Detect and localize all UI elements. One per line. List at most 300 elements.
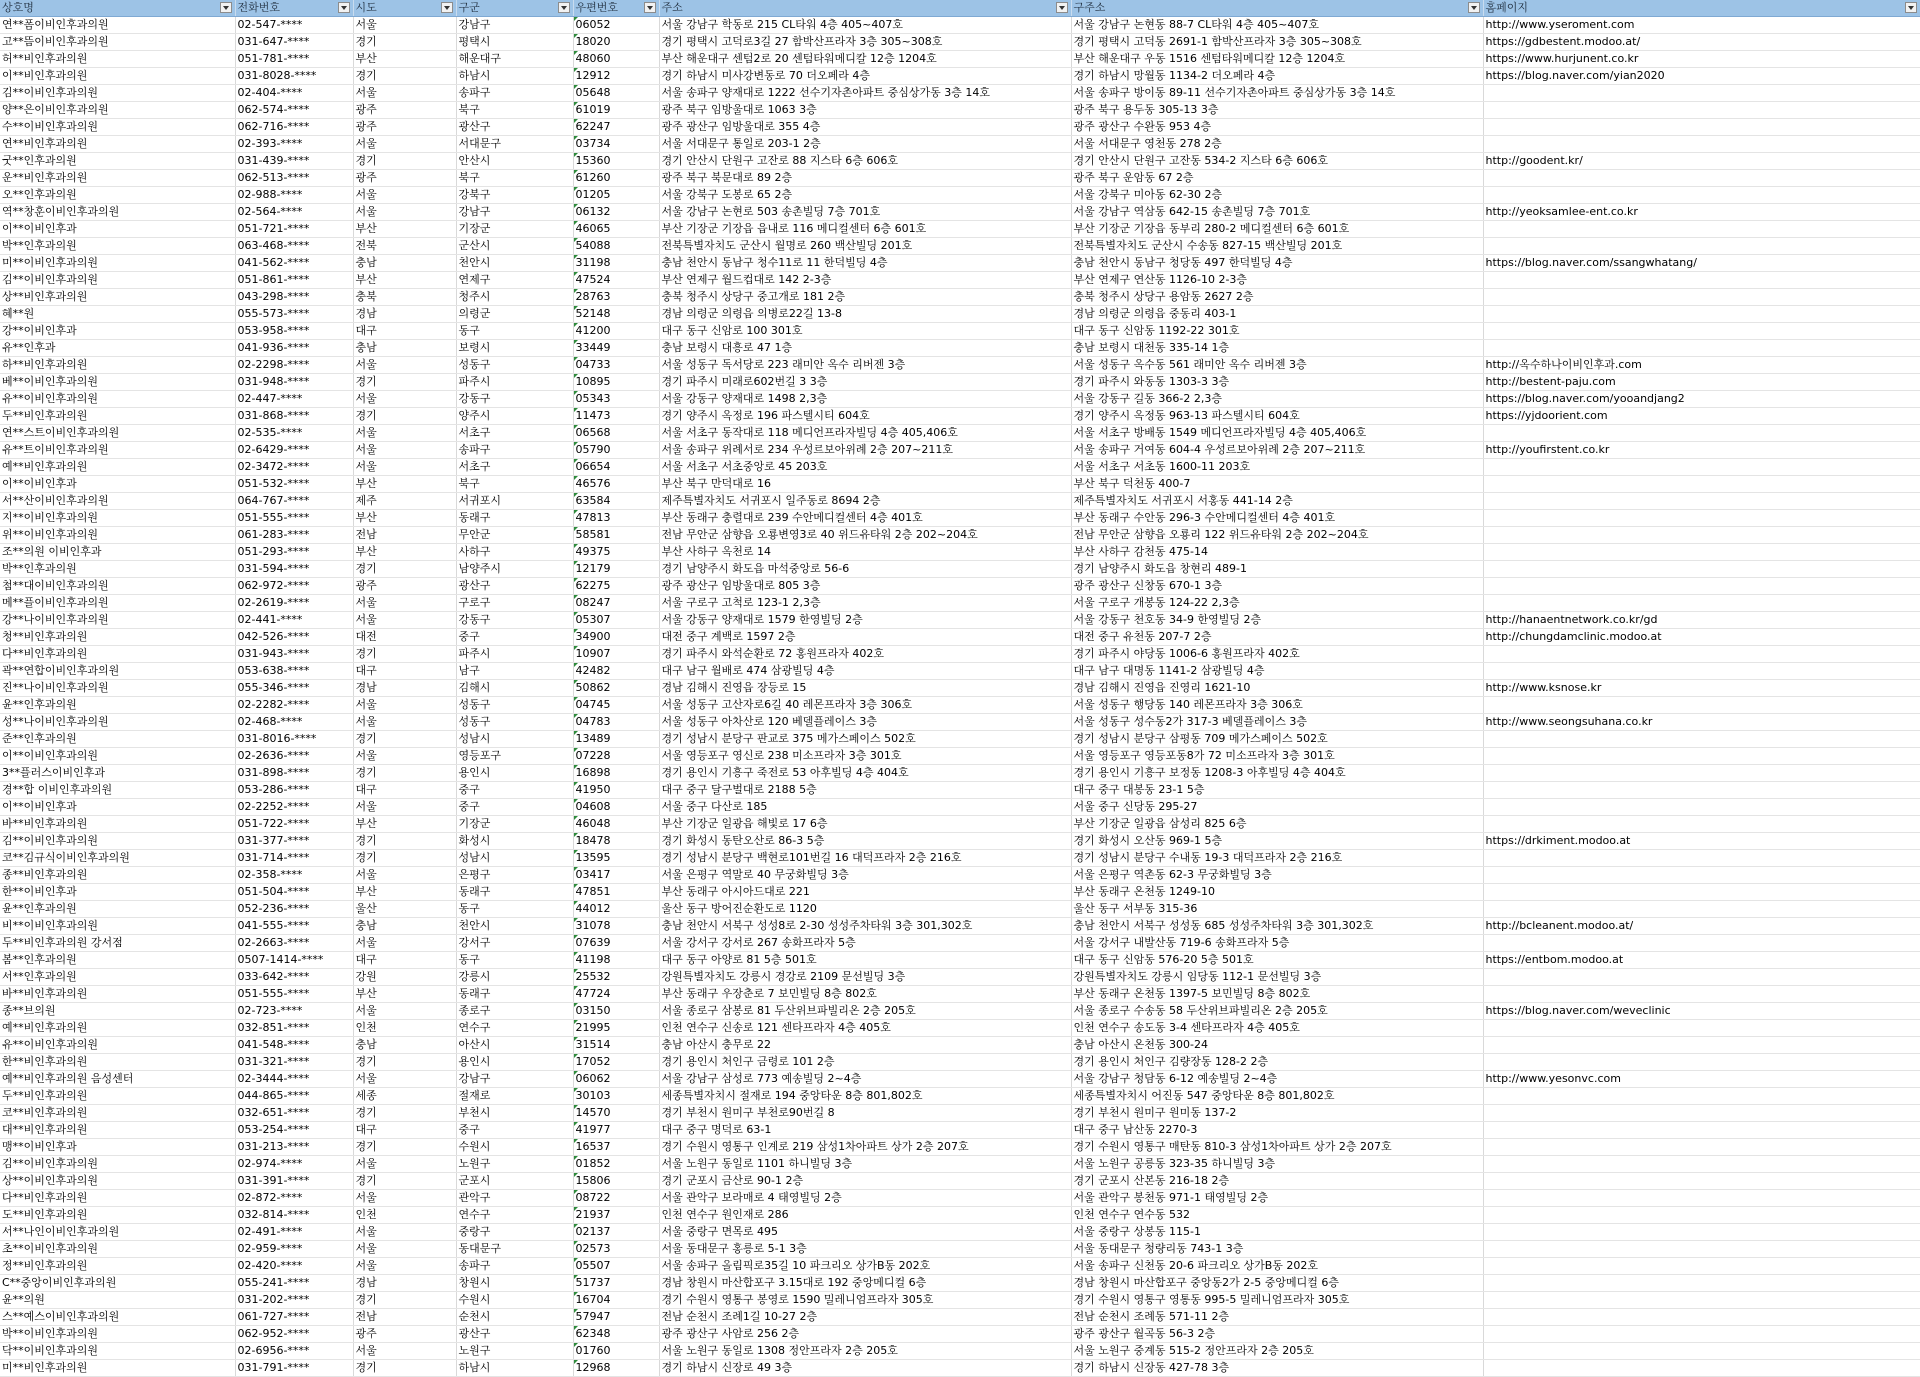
column-province-cell[interactable]: 경기	[353, 765, 456, 782]
column-homepage-cell[interactable]	[1483, 765, 1920, 782]
column-address-cell[interactable]: 세종특별자치시 절재로 194 중앙타운 8층 801,802호	[659, 1088, 1071, 1105]
column-phone-cell[interactable]: 051-293-****	[235, 544, 353, 561]
column-zipcode-cell[interactable]: 02137	[573, 1224, 659, 1241]
column-phone-cell[interactable]: 02-2636-****	[235, 748, 353, 765]
column-province-cell[interactable]: 전북	[353, 238, 456, 255]
column-district-cell[interactable]: 성동구	[456, 357, 573, 374]
column-zipcode-cell[interactable]: 31078	[573, 918, 659, 935]
column-phone-cell[interactable]: 061-283-****	[235, 527, 353, 544]
column-store-name-cell[interactable]: 닥**이비인후과의원	[0, 1343, 235, 1360]
column-district-cell[interactable]: 중구	[456, 629, 573, 646]
column-homepage-cell[interactable]	[1483, 1156, 1920, 1173]
column-address-cell[interactable]: 서울 송파구 양재대로 1222 선수기자촌아파트 중심상가동 3층 14호	[659, 85, 1071, 102]
column-phone-cell[interactable]: 02-393-****	[235, 136, 353, 153]
column-store-name-cell[interactable]: 코**김규식이비인후과의원	[0, 850, 235, 867]
column-homepage-cell[interactable]: https://blog.naver.com/weveclinic	[1483, 1003, 1920, 1020]
column-address-cell[interactable]: 전남 무안군 삼향읍 오룡변영3로 40 위드유타워 2층 202~204호	[659, 527, 1071, 544]
column-district-cell[interactable]: 강남구	[456, 17, 573, 34]
column-phone-cell[interactable]: 051-555-****	[235, 986, 353, 1003]
column-store-name-cell[interactable]: 이**이비인후과	[0, 799, 235, 816]
column-phone-cell[interactable]: 051-781-****	[235, 51, 353, 68]
column-province-cell[interactable]: 대구	[353, 323, 456, 340]
column-address-cell[interactable]: 경기 남양주시 화도읍 마석중앙로 56-6	[659, 561, 1071, 578]
column-province-cell[interactable]: 부산	[353, 51, 456, 68]
column-phone-cell[interactable]: 031-594-****	[235, 561, 353, 578]
column-district-cell[interactable]: 동구	[456, 952, 573, 969]
column-old-address-cell[interactable]: 충남 천안시 서북구 성성동 685 성성주차타워 3층 301,302호	[1071, 918, 1483, 935]
column-province-cell[interactable]: 부산	[353, 544, 456, 561]
column-address-cell[interactable]: 경기 하남시 미사강변동로 70 더오페라 4층	[659, 68, 1071, 85]
column-province-cell[interactable]: 경기	[353, 408, 456, 425]
column-phone-cell[interactable]: 031-868-****	[235, 408, 353, 425]
column-old-address-cell[interactable]: 서울 노원구 공릉동 323-35 하니빌딩 3층	[1071, 1156, 1483, 1173]
column-province-cell[interactable]: 서울	[353, 612, 456, 629]
filter-dropdown-icon[interactable]	[1056, 2, 1068, 13]
column-address-cell[interactable]: 서울 중구 다산로 185	[659, 799, 1071, 816]
column-phone-cell[interactable]: 062-513-****	[235, 170, 353, 187]
column-homepage-cell[interactable]	[1483, 1258, 1920, 1275]
column-district-cell[interactable]: 파주시	[456, 646, 573, 663]
column-province-cell[interactable]: 부산	[353, 986, 456, 1003]
column-district-cell[interactable]: 광산구	[456, 578, 573, 595]
column-homepage-cell[interactable]	[1483, 986, 1920, 1003]
column-zipcode-cell[interactable]: 10907	[573, 646, 659, 663]
column-address-cell[interactable]: 경남 의령군 의령읍 의병로22길 13-8	[659, 306, 1071, 323]
column-province-cell[interactable]: 부산	[353, 221, 456, 238]
column-province-cell[interactable]: 경기	[353, 850, 456, 867]
column-zipcode-cell[interactable]: 33449	[573, 340, 659, 357]
column-old-address-cell[interactable]: 부산 사하구 감천동 475-14	[1071, 544, 1483, 561]
column-province-cell[interactable]: 광주	[353, 102, 456, 119]
column-zipcode-cell[interactable]: 47851	[573, 884, 659, 901]
column-homepage-cell[interactable]	[1483, 731, 1920, 748]
column-store-name-cell[interactable]: 바**비인후과의원	[0, 816, 235, 833]
column-district-cell[interactable]: 남양주시	[456, 561, 573, 578]
column-district-cell[interactable]: 평택시	[456, 34, 573, 51]
column-province-cell[interactable]: 충남	[353, 918, 456, 935]
column-homepage-cell[interactable]	[1483, 646, 1920, 663]
column-address-cell[interactable]: 경기 하남시 신장로 49 3층	[659, 1360, 1071, 1377]
column-province-cell[interactable]: 서울	[353, 136, 456, 153]
column-phone-cell[interactable]: 02-6429-****	[235, 442, 353, 459]
column-zipcode-cell[interactable]: 02573	[573, 1241, 659, 1258]
column-phone-cell[interactable]: 051-721-****	[235, 221, 353, 238]
column-homepage-cell[interactable]	[1483, 238, 1920, 255]
column-old-address-cell[interactable]: 서울 강북구 미아동 62-30 2층	[1071, 187, 1483, 204]
column-homepage-cell[interactable]: http://bestent-paju.com	[1483, 374, 1920, 391]
column-province-cell[interactable]: 서울	[353, 1343, 456, 1360]
column-store-name-cell[interactable]: 혜**원	[0, 306, 235, 323]
column-homepage-cell[interactable]	[1483, 1139, 1920, 1156]
column-district-cell[interactable]: 용인시	[456, 765, 573, 782]
column-homepage-cell[interactable]	[1483, 85, 1920, 102]
column-district-cell[interactable]: 북구	[456, 170, 573, 187]
column-old-address-cell[interactable]: 경남 김해시 진영읍 진영리 1621-10	[1071, 680, 1483, 697]
column-store-name-cell[interactable]: 윤**인후과의원	[0, 697, 235, 714]
column-homepage-cell[interactable]	[1483, 561, 1920, 578]
column-homepage-cell[interactable]	[1483, 697, 1920, 714]
column-homepage-cell[interactable]	[1483, 1326, 1920, 1343]
column-phone-cell[interactable]: 032-851-****	[235, 1020, 353, 1037]
column-store-name-cell[interactable]: 성**나이비인후과의원	[0, 714, 235, 731]
column-store-name-cell[interactable]: 윤**인후과의원	[0, 901, 235, 918]
column-homepage-cell[interactable]	[1483, 782, 1920, 799]
column-phone-cell[interactable]: 02-988-****	[235, 187, 353, 204]
column-province-cell[interactable]: 경기	[353, 833, 456, 850]
column-store-name-cell[interactable]: 김**이비인후과의원	[0, 833, 235, 850]
filter-dropdown-icon[interactable]	[441, 2, 453, 13]
column-address-cell[interactable]: 경기 평택시 고덕로3길 27 함박산프라자 3층 305~308호	[659, 34, 1071, 51]
column-phone-cell[interactable]: 02-3444-****	[235, 1071, 353, 1088]
column-old-address-cell[interactable]: 경기 성남시 분당구 삼평동 709 메가스페이스 502호	[1071, 731, 1483, 748]
column-zipcode-cell[interactable]: 12912	[573, 68, 659, 85]
column-district-cell[interactable]: 동구	[456, 323, 573, 340]
column-zipcode-cell[interactable]: 41200	[573, 323, 659, 340]
column-address-cell[interactable]: 울산 동구 방어진순환도로 1120	[659, 901, 1071, 918]
column-phone-cell[interactable]: 02-535-****	[235, 425, 353, 442]
column-address-cell[interactable]: 경남 김해시 진영읍 장등로 15	[659, 680, 1071, 697]
column-address-cell[interactable]: 서울 서초구 동작대로 118 메디언프라자빌딩 4층 405,406호	[659, 425, 1071, 442]
column-district-cell[interactable]: 사하구	[456, 544, 573, 561]
column-province-cell[interactable]: 서울	[353, 697, 456, 714]
column-old-address-cell[interactable]: 대전 중구 유천동 207-7 2층	[1071, 629, 1483, 646]
column-old-address-cell[interactable]: 경남 창원시 마산합포구 중앙동2가 2-5 중앙메디컬 6층	[1071, 1275, 1483, 1292]
column-store-name-cell[interactable]: 두**비인후과의원	[0, 408, 235, 425]
column-old-address-cell[interactable]: 세종특별자치시 어진동 547 중앙타운 8층 801,802호	[1071, 1088, 1483, 1105]
column-district-cell[interactable]: 천안시	[456, 255, 573, 272]
column-old-address-cell[interactable]: 서울 성동구 행당동 140 레몬프라자 3층 306호	[1071, 697, 1483, 714]
column-district-cell[interactable]: 용인시	[456, 1054, 573, 1071]
column-store-name-cell[interactable]: 오**인후과의원	[0, 187, 235, 204]
column-zipcode-cell[interactable]: 08722	[573, 1190, 659, 1207]
column-address-cell[interactable]: 경기 성남시 분당구 판교로 375 메가스페이스 502호	[659, 731, 1071, 748]
column-old-address-cell[interactable]: 인천 연수구 연수동 532	[1071, 1207, 1483, 1224]
column-store-name-cell[interactable]: 김**이비인후과의원	[0, 1156, 235, 1173]
column-old-address-cell[interactable]: 서울 성동구 성수동2가 317-3 베델플레이스 3층	[1071, 714, 1483, 731]
column-zipcode-cell[interactable]: 46065	[573, 221, 659, 238]
column-zipcode-cell[interactable]: 41977	[573, 1122, 659, 1139]
column-homepage-cell[interactable]: http://www.seongsuhana.co.kr	[1483, 714, 1920, 731]
column-store-name-cell[interactable]: 미**이비인후과의원	[0, 255, 235, 272]
column-address-cell[interactable]: 경기 화성시 동탄오산로 86-3 5층	[659, 833, 1071, 850]
column-province-cell[interactable]: 대구	[353, 663, 456, 680]
column-phone-cell[interactable]: 051-722-****	[235, 816, 353, 833]
column-old-address-header[interactable]	[1071, 0, 1483, 17]
column-old-address-cell[interactable]: 대구 중구 대봉동 23-1 5층	[1071, 782, 1483, 799]
column-zipcode-cell[interactable]: 01760	[573, 1343, 659, 1360]
column-store-name-cell[interactable]: 종**비인후과의원	[0, 867, 235, 884]
column-district-cell[interactable]: 수원시	[456, 1292, 573, 1309]
column-address-cell[interactable]: 서울 구로구 고척로 123-1 2,3층	[659, 595, 1071, 612]
column-store-name-cell[interactable]: 서**인후과의원	[0, 969, 235, 986]
column-zipcode-cell[interactable]: 61260	[573, 170, 659, 187]
column-address-cell[interactable]: 경기 파주시 미래로602번길 3 3층	[659, 374, 1071, 391]
column-province-cell[interactable]: 서울	[353, 1190, 456, 1207]
column-old-address-cell[interactable]: 부산 연제구 연산동 1126-10 2-3층	[1071, 272, 1483, 289]
column-store-name-header[interactable]	[0, 0, 235, 17]
column-store-name-cell[interactable]: 도**비인후과의원	[0, 1207, 235, 1224]
column-homepage-cell[interactable]	[1483, 1173, 1920, 1190]
column-phone-cell[interactable]: 02-564-****	[235, 204, 353, 221]
column-province-cell[interactable]: 제주	[353, 493, 456, 510]
column-old-address-cell[interactable]: 서울 강동구 천호동 34-9 한영빌딩 2층	[1071, 612, 1483, 629]
column-zipcode-cell[interactable]: 28763	[573, 289, 659, 306]
column-address-cell[interactable]: 부산 기장군 일광읍 해빛로 17 6층	[659, 816, 1071, 833]
column-address-cell[interactable]: 인천 연수구 신송로 121 센타프라자 4층 405호	[659, 1020, 1071, 1037]
column-old-address-cell[interactable]: 전남 무안군 삼향읍 오룡리 122 위드유타워 2층 202~204호	[1071, 527, 1483, 544]
column-store-name-cell[interactable]: 두**비인후과의원	[0, 1088, 235, 1105]
column-homepage-cell[interactable]	[1483, 1020, 1920, 1037]
column-homepage-cell[interactable]	[1483, 884, 1920, 901]
column-store-name-cell[interactable]: 초**이비인후과의원	[0, 1241, 235, 1258]
column-province-cell[interactable]: 서울	[353, 357, 456, 374]
column-old-address-cell[interactable]: 광주 광산구 수완동 953 4층	[1071, 119, 1483, 136]
column-phone-cell[interactable]: 055-241-****	[235, 1275, 353, 1292]
column-phone-cell[interactable]: 041-562-****	[235, 255, 353, 272]
column-province-cell[interactable]: 부산	[353, 272, 456, 289]
column-homepage-cell[interactable]: https://blog.naver.com/ssangwhatang/	[1483, 255, 1920, 272]
column-homepage-cell[interactable]	[1483, 1309, 1920, 1326]
column-address-cell[interactable]: 서울 성동구 고산자로6길 40 레몬프라자 3층 306호	[659, 697, 1071, 714]
column-store-name-cell[interactable]: 고**뜸이비인후과의원	[0, 34, 235, 51]
column-zipcode-cell[interactable]: 06132	[573, 204, 659, 221]
column-store-name-cell[interactable]: 베**이비인후과의원	[0, 374, 235, 391]
column-district-cell[interactable]: 중랑구	[456, 1224, 573, 1241]
column-store-name-cell[interactable]: 예**비인후과의원	[0, 459, 235, 476]
column-phone-cell[interactable]: 031-943-****	[235, 646, 353, 663]
column-address-cell[interactable]: 전북특별자치도 군산시 월명로 260 백산빌딩 201호	[659, 238, 1071, 255]
column-store-name-cell[interactable]: C**중앙이비인후과의원	[0, 1275, 235, 1292]
column-homepage-cell[interactable]	[1483, 1037, 1920, 1054]
column-store-name-cell[interactable]: 양**은이비인후과의원	[0, 102, 235, 119]
column-address-cell[interactable]: 경기 군포시 금산로 90-1 2층	[659, 1173, 1071, 1190]
filter-dropdown-icon[interactable]	[1905, 2, 1917, 13]
column-phone-cell[interactable]: 02-404-****	[235, 85, 353, 102]
column-address-cell[interactable]: 충남 천안시 서북구 성성8로 2-30 성성주차타워 3층 301,302호	[659, 918, 1071, 935]
column-old-address-cell[interactable]: 경기 하남시 망월동 1134-2 더오페라 4층	[1071, 68, 1483, 85]
column-store-name-cell[interactable]: 박**이비인후과의원	[0, 1326, 235, 1343]
column-old-address-cell[interactable]: 강원특별자치도 강릉시 임당동 112-1 문선빌딩 3층	[1071, 969, 1483, 986]
column-district-cell[interactable]: 송파구	[456, 85, 573, 102]
column-province-cell[interactable]: 서울	[353, 187, 456, 204]
column-province-cell[interactable]: 충남	[353, 1037, 456, 1054]
filter-dropdown-icon[interactable]	[338, 2, 350, 13]
column-homepage-cell[interactable]	[1483, 816, 1920, 833]
column-homepage-cell[interactable]	[1483, 289, 1920, 306]
column-district-cell[interactable]: 절재로	[456, 1088, 573, 1105]
column-address-cell[interactable]: 서울 송파구 올림픽로35길 10 파크리오 상가B동 202호	[659, 1258, 1071, 1275]
column-store-name-cell[interactable]: 하**비인후과의원	[0, 357, 235, 374]
column-zipcode-cell[interactable]: 58581	[573, 527, 659, 544]
column-district-cell[interactable]: 무안군	[456, 527, 573, 544]
column-province-cell[interactable]: 대구	[353, 952, 456, 969]
column-store-name-cell[interactable]: 청**비인후과의원	[0, 629, 235, 646]
column-zipcode-cell[interactable]: 11473	[573, 408, 659, 425]
column-phone-cell[interactable]: 031-439-****	[235, 153, 353, 170]
column-store-name-cell[interactable]: 첨**대이비인후과의원	[0, 578, 235, 595]
column-store-name-cell[interactable]: 스**예스이비인후과의원	[0, 1309, 235, 1326]
column-store-name-cell[interactable]: 김**이비인후과의원	[0, 85, 235, 102]
column-store-name-cell[interactable]: 강**나이비인후과의원	[0, 612, 235, 629]
column-zipcode-cell[interactable]: 46576	[573, 476, 659, 493]
column-province-cell[interactable]: 경기	[353, 1139, 456, 1156]
column-address-cell[interactable]: 서울 중랑구 면목로 495	[659, 1224, 1071, 1241]
column-store-name-cell[interactable]: 다**비인후과의원	[0, 1190, 235, 1207]
column-district-cell[interactable]: 영등포구	[456, 748, 573, 765]
column-phone-cell[interactable]: 031-202-****	[235, 1292, 353, 1309]
column-address-cell[interactable]: 충남 아산시 충무로 22	[659, 1037, 1071, 1054]
column-old-address-cell[interactable]: 서울 서초구 서초동 1600-11 203호	[1071, 459, 1483, 476]
column-old-address-cell[interactable]: 서울 강서구 내발산동 719-6 송화프라자 5층	[1071, 935, 1483, 952]
column-old-address-cell[interactable]: 경기 양주시 옥정동 963-13 파스텔시티 604호	[1071, 408, 1483, 425]
column-zipcode-cell[interactable]: 10895	[573, 374, 659, 391]
column-district-cell[interactable]: 하남시	[456, 1360, 573, 1377]
column-store-name-cell[interactable]: 예**비인후과의원	[0, 1020, 235, 1037]
column-province-cell[interactable]: 경기	[353, 374, 456, 391]
column-province-cell[interactable]: 광주	[353, 578, 456, 595]
column-district-cell[interactable]: 서초구	[456, 425, 573, 442]
column-homepage-cell[interactable]	[1483, 306, 1920, 323]
column-phone-cell[interactable]: 031-791-****	[235, 1360, 353, 1377]
column-phone-cell[interactable]: 051-532-****	[235, 476, 353, 493]
column-old-address-cell[interactable]: 부산 동래구 수안동 296-3 수안메디컬센터 4층 401호	[1071, 510, 1483, 527]
column-homepage-cell[interactable]: http://www.ksnose.kr	[1483, 680, 1920, 697]
column-district-cell[interactable]: 성남시	[456, 850, 573, 867]
column-zipcode-cell[interactable]: 42482	[573, 663, 659, 680]
column-old-address-cell[interactable]: 서울 종로구 수송동 58 두산위브파빌리온 2층 205호	[1071, 1003, 1483, 1020]
column-homepage-cell[interactable]	[1483, 1190, 1920, 1207]
column-homepage-header[interactable]	[1483, 0, 1920, 17]
column-address-cell[interactable]: 대구 중구 달구벌대로 2188 5층	[659, 782, 1071, 799]
column-phone-cell[interactable]: 02-974-****	[235, 1156, 353, 1173]
column-zipcode-cell[interactable]: 06654	[573, 459, 659, 476]
column-old-address-cell[interactable]: 광주 광산구 월곡동 56-3 2층	[1071, 1326, 1483, 1343]
column-phone-cell[interactable]: 02-3472-****	[235, 459, 353, 476]
column-address-cell[interactable]: 서울 송파구 위례서로 234 우성르보아위례 2층 207~211호	[659, 442, 1071, 459]
column-province-cell[interactable]: 부산	[353, 476, 456, 493]
column-phone-cell[interactable]: 02-358-****	[235, 867, 353, 884]
filter-dropdown-icon[interactable]	[558, 2, 570, 13]
column-phone-cell[interactable]: 031-391-****	[235, 1173, 353, 1190]
column-old-address-cell[interactable]: 울산 동구 서부동 315-36	[1071, 901, 1483, 918]
column-zipcode-cell[interactable]: 03734	[573, 136, 659, 153]
column-phone-cell[interactable]: 043-298-****	[235, 289, 353, 306]
column-address-cell[interactable]: 부산 연제구 월드컵대로 142 2-3층	[659, 272, 1071, 289]
column-zipcode-cell[interactable]: 07639	[573, 935, 659, 952]
column-address-cell[interactable]: 전남 순천시 조례1길 10-27 2층	[659, 1309, 1071, 1326]
column-address-cell[interactable]: 대구 동구 신암로 100 301호	[659, 323, 1071, 340]
column-store-name-cell[interactable]: 이**이비인후과	[0, 476, 235, 493]
column-old-address-cell[interactable]: 대구 남구 대명동 1141-2 삼광빌딩 4층	[1071, 663, 1483, 680]
column-address-cell[interactable]: 대전 중구 계백로 1597 2층	[659, 629, 1071, 646]
column-old-address-cell[interactable]: 경기 용인시 처인구 김량장동 128-2 2층	[1071, 1054, 1483, 1071]
column-old-address-cell[interactable]: 서울 강남구 논현동 88-7 CL타워 4층 405~407호	[1071, 17, 1483, 34]
column-zipcode-cell[interactable]: 04733	[573, 357, 659, 374]
column-phone-cell[interactable]: 02-2252-****	[235, 799, 353, 816]
column-address-cell[interactable]: 서울 강북구 도봉로 65 2층	[659, 187, 1071, 204]
column-district-cell[interactable]: 기장군	[456, 221, 573, 238]
column-old-address-cell[interactable]: 전북특별자치도 군산시 수송동 827-15 백산빌딩 201호	[1071, 238, 1483, 255]
column-district-cell[interactable]: 남구	[456, 663, 573, 680]
column-homepage-cell[interactable]: https://drkiment.modoo.at	[1483, 833, 1920, 850]
column-store-name-cell[interactable]: 유**이비인후과의원	[0, 391, 235, 408]
column-zipcode-cell[interactable]: 57947	[573, 1309, 659, 1326]
column-homepage-cell[interactable]	[1483, 1224, 1920, 1241]
column-store-name-cell[interactable]: 박**인후과의원	[0, 561, 235, 578]
column-store-name-cell[interactable]: 위**이비인후과의원	[0, 527, 235, 544]
column-district-cell[interactable]: 순천시	[456, 1309, 573, 1326]
column-store-name-cell[interactable]: 김**이비인후과의원	[0, 272, 235, 289]
column-phone-cell[interactable]: 064-767-****	[235, 493, 353, 510]
column-province-cell[interactable]: 인천	[353, 1020, 456, 1037]
column-old-address-cell[interactable]: 광주 광산구 신창동 670-1 3층	[1071, 578, 1483, 595]
column-homepage-cell[interactable]	[1483, 510, 1920, 527]
column-phone-cell[interactable]: 02-491-****	[235, 1224, 353, 1241]
column-zipcode-cell[interactable]: 01205	[573, 187, 659, 204]
column-phone-cell[interactable]: 02-2619-****	[235, 595, 353, 612]
column-phone-cell[interactable]: 041-555-****	[235, 918, 353, 935]
column-zipcode-cell[interactable]: 41198	[573, 952, 659, 969]
column-district-cell[interactable]: 서초구	[456, 459, 573, 476]
column-address-cell[interactable]: 경기 부천시 원미구 부천로90번길 8	[659, 1105, 1071, 1122]
column-province-cell[interactable]: 대구	[353, 782, 456, 799]
column-store-name-cell[interactable]: 이**이비인후과	[0, 221, 235, 238]
column-old-address-cell[interactable]: 경기 평택시 고덕동 2691-1 함박산프라자 3층 305~308호	[1071, 34, 1483, 51]
column-store-name-cell[interactable]: 운**비인후과의원	[0, 170, 235, 187]
column-old-address-cell[interactable]: 대구 중구 남산동 2270-3	[1071, 1122, 1483, 1139]
column-district-cell[interactable]: 연수구	[456, 1207, 573, 1224]
column-homepage-cell[interactable]	[1483, 1054, 1920, 1071]
column-zipcode-cell[interactable]: 30103	[573, 1088, 659, 1105]
column-old-address-cell[interactable]: 충남 아산시 온천동 300-24	[1071, 1037, 1483, 1054]
column-store-name-cell[interactable]: 굿**인후과의원	[0, 153, 235, 170]
column-zipcode-cell[interactable]: 16537	[573, 1139, 659, 1156]
column-phone-cell[interactable]: 02-6956-****	[235, 1343, 353, 1360]
column-old-address-cell[interactable]: 서울 서대문구 영천동 278 2층	[1071, 136, 1483, 153]
column-homepage-cell[interactable]	[1483, 595, 1920, 612]
column-zipcode-cell[interactable]: 46048	[573, 816, 659, 833]
column-district-cell[interactable]: 강릉시	[456, 969, 573, 986]
column-district-cell[interactable]: 아산시	[456, 1037, 573, 1054]
column-address-cell[interactable]: 서울 강서구 강서로 267 송화프라자 5층	[659, 935, 1071, 952]
column-zipcode-cell[interactable]: 48060	[573, 51, 659, 68]
column-zipcode-cell[interactable]: 15806	[573, 1173, 659, 1190]
column-province-cell[interactable]: 인천	[353, 1207, 456, 1224]
column-phone-cell[interactable]: 061-727-****	[235, 1309, 353, 1326]
column-old-address-cell[interactable]: 충북 청주시 상당구 용암동 2627 2층	[1071, 289, 1483, 306]
column-province-cell[interactable]: 서울	[353, 799, 456, 816]
column-homepage-cell[interactable]	[1483, 1105, 1920, 1122]
column-province-cell[interactable]: 부산	[353, 510, 456, 527]
column-district-cell[interactable]: 강서구	[456, 935, 573, 952]
column-province-header[interactable]	[353, 0, 456, 17]
column-store-name-cell[interactable]: 허**비인후과의원	[0, 51, 235, 68]
column-district-cell[interactable]: 보령시	[456, 340, 573, 357]
column-old-address-cell[interactable]: 경기 수원시 영통구 매탄동 810-3 삼성1차아파트 상가 2층 207호	[1071, 1139, 1483, 1156]
filter-dropdown-icon[interactable]	[644, 2, 656, 13]
column-zipcode-cell[interactable]: 44012	[573, 901, 659, 918]
column-province-cell[interactable]: 대구	[353, 1122, 456, 1139]
column-store-name-cell[interactable]: 연**비인후과의원	[0, 136, 235, 153]
column-old-address-cell[interactable]: 제주특별자치도 서귀포시 서홍동 441-14 2층	[1071, 493, 1483, 510]
column-province-cell[interactable]: 전남	[353, 527, 456, 544]
column-phone-cell[interactable]: 031-377-****	[235, 833, 353, 850]
column-province-cell[interactable]: 서울	[353, 425, 456, 442]
column-province-cell[interactable]: 대전	[353, 629, 456, 646]
column-district-cell[interactable]: 안산시	[456, 153, 573, 170]
column-old-address-cell[interactable]: 대구 동구 신암동 1192-22 301호	[1071, 323, 1483, 340]
column-district-cell[interactable]: 송파구	[456, 1258, 573, 1275]
